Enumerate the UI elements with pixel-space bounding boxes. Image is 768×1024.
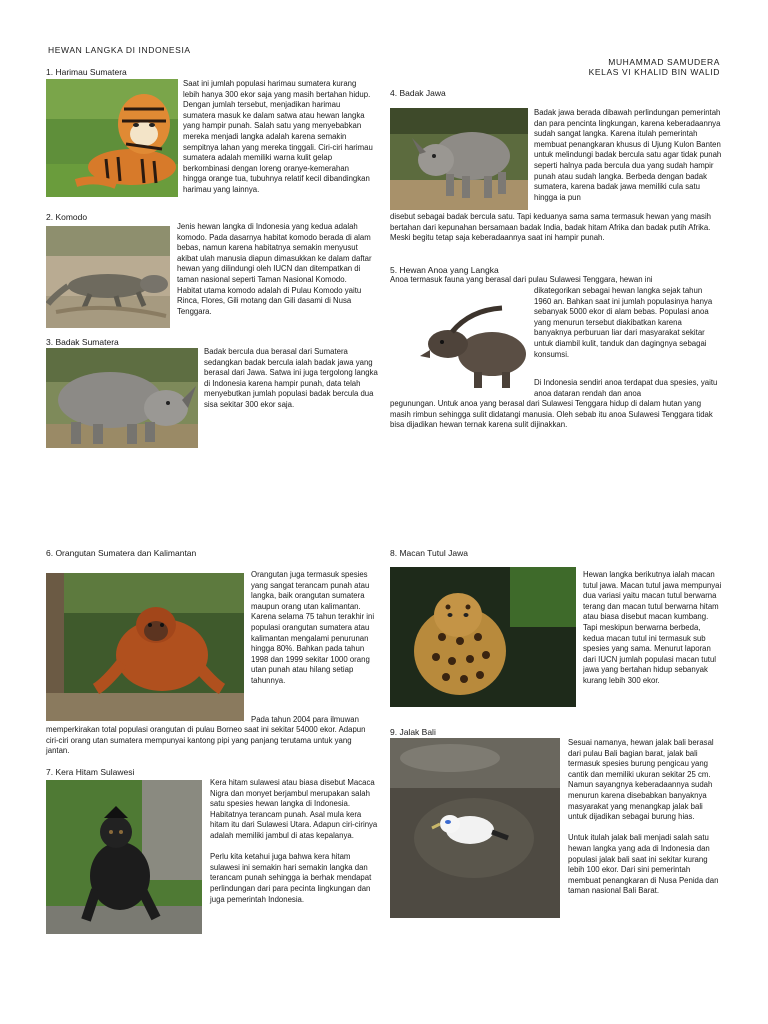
tiger-photo (46, 79, 178, 197)
javan-rhino-photo (390, 108, 528, 210)
komodo-photo (46, 226, 170, 328)
section-title-kera-hitam: 7. Kera Hitam Sulawesi (46, 767, 135, 777)
section-title-jalak-bali: 9. Jalak Bali (390, 727, 436, 737)
section-text-anoa-mid: dikategorikan sebagai hewan langka sejak tahun 1960 an. Bahkan saat ini jumlah populasinya hanya sebanyak 5000 ekor di alam bebas. Populasi anoa yang menurun tersebut diakibatkan karena banyaknya perburuan liar dari masyarakat sekitar untuk diambil kulit, tanduk dan dagingnya sebagai konsumsi. (534, 286, 713, 359)
section-text-badak-jawa-top: Badak jawa berada dibawah perlindungan pemerintah dan para pencinta lingkungan, karena keberadaannya sudah sangat langka. Karena itulah pemerintah membuat penangkaran khusus di Ujung Kulon Banten untuk melindungi badak bercula satu agar tidak punah seperti halnya pada bercula dua yang sudah hampir punah atau sudah langka. Berbeda dengan badak sumatera, karena badak jawa memiliki cula satu hingga ia pun (534, 108, 722, 202)
section-text-anoa-bottom: pegunungan. Untuk anoa yang berasal dari Sulawesi Tenggara hidup di dalam hutan yang masih rimbun sehingga sulit didatangi manusia. Oleh sebab itu anoa Sulawesi Tenggara tidak bisa dijadikan hewan ternak karena sulit dijinakkan. (390, 399, 713, 430)
section-text-macan-tutul: Hewan langka berikutnya ialah macan tutul jawa. Macan tutul jawa mempunyai dua variasi yaitu macan tutul berwarna terang dan macan tutul berwarna hitam atau biasa disebut macan kumbang. Tapi meskipun berwarna berbeda, kedua macan tutul ini termasuk sub spesies yang sama. Menurut laporan dari IUCN jumlah populasi macan tutul jawa yang bertahan hidup sebanyak kurang lebih 300 ekor. (583, 570, 722, 685)
jalak-bali-paragraph-1: Sesuai namanya, hewan jalak bali berasal dari pulau Bali bagian barat, jalak bali termasuk spesies burung pengicau yang cantik dan memiliki ukuran sekitar 25 cm. Namun sayangnya keberadaannya sudah menurun karena disebabkan banyaknya masyarakat yang menangkap jalak bali untuk dijadikan sebagai burung hias. (568, 738, 714, 822)
section-text-anoa-mid2: Di Indonesia sendiri anoa terdapat dua spesies, yaitu anoa dataran rendah dan anoa (534, 378, 718, 398)
orangutan-photo (46, 573, 244, 721)
section-text-orangutan-bottom: memperkirakan total populasi orangutan di pulau Borneo saat ini sekitar 54000 ekor. Adapun ciri-ciri orang utan sumatera mempunyai kantong pipi yang panjang terutama untuk yang jantan. (46, 725, 366, 756)
sumatran-rhino-photo (46, 348, 198, 448)
bali-starling-photo (390, 738, 560, 918)
section-text-badak-sumatera: Badak bercula dua berasal dari Sumatera sedangkan badak bercula ialah badak jawa yang berasal dari Jawa. Satwa ini juga tergolong langka di Indonesia karena hampir punah, data telah menyebutkan jumlah populasi badak bercula dua sisa sekitar 300 ekor saja. (204, 347, 378, 409)
kera-hitam-paragraph-2: Perlu kita ketahui juga bahwa kera hitam sulawesi ini semakin hari semakin langka dan terancam punah sehingga ia berhak mendapat perlindungan dari para pecinta lingkungan dan juga pemerintah Indonesia. (210, 852, 372, 904)
leopard-photo (390, 567, 576, 707)
section-text-orangutan-top: Orangutan juga termasuk spesies yang sangat terancam punah atau langka, baik orangutan sumatera maupun orang utan kalimantan. Karena selama 75 tahun terakhir ini populasi orangutan sumatera atau kalimantan mengalami penurunan hingga 80%. Bahkan pada tahun 1998 dan 1999 sekitar 1000 orang utan punah atau hilang setiap tahunnya. (251, 570, 375, 685)
section-text-jalak-bali (568, 738, 722, 897)
author-name: MUHAMMAD SAMUDERA (608, 57, 720, 67)
section-title-badak-sumatera: 3. Badak Sumatera (46, 337, 119, 347)
section-title-badak-jawa: 4. Badak Jawa (390, 88, 446, 98)
section-title-orangutan: 6. Orangutan Sumatera dan Kalimantan (46, 548, 197, 558)
author-class: KELAS VI KHALID BIN WALID (588, 67, 720, 77)
section-text-komodo: Jenis hewan langka di Indonesia yang kedua adalah komodo. Pada dasarnya habitat komodo berada di alam bebas, namun karena habitatnya semakin menyusut akibat ulah manusia diapun dimasukkan ke dalam daftar hewan yang dilindungi oleh IUCN dan ditempatkan di taman nasional seperti Taman Nasional Komodo. Habitat utama komodo adalah di Pulau Komodo yaitu Rinca, Flores, Gili motang dan Gili dasami di Nusa Tenggara. (177, 222, 372, 316)
section-title-anoa: 5. Hewan Anoa yang Langka (390, 265, 499, 275)
section-text-anoa-intro: Anoa termasuk fauna yang berasal dari pulau Sulawesi Tenggara, hewan ini (390, 275, 653, 284)
section-text-badak-jawa-bottom: disebut sebagai badak bercula satu. Tapi keduanya sama sama termasuk hewan yang masih bertahan dari kepunahan bersamaan badak India, badak hitam Afrika dan badak putih Afrika. Meski begitu tetap saja keberadaannya saat ini hampir punah. (390, 212, 712, 243)
section-title-harimau: 1. Harimau Sumatera (46, 67, 127, 77)
section-title-komodo: 2. Komodo (46, 212, 88, 222)
document-title: HEWAN LANGKA DI INDONESIA (48, 45, 191, 55)
kera-hitam-paragraph-1: Kera hitam sulawesi atau biasa disebut Macaca Nigra dan monyet berjambul merupakan salah satu spesies hewan langka di Indonesia. Habitatnya terancam punah. Asal mula kera hitam itu dari Sulawesi Utara. Adapun ciri-cirinya adalah memiliki jambul di atas kepalanya. (210, 778, 378, 840)
section-text-orangutan-mid: Pada tahun 2004 para ilmuwan (251, 715, 359, 724)
black-macaque-photo (46, 780, 202, 934)
section-title-macan-tutul: 8. Macan Tutul Jawa (390, 548, 468, 558)
jalak-bali-paragraph-2: Untuk itulah jalak bali menjadi salah satu hewan langka yang ada di Indonesia dan populasi jalak bali saat ini sekitar kurang lebih 100 ekor. Dari sini pemerintah membuat penangkaran di Nusa Penida dan taman nasional Bali Barat. (568, 833, 719, 896)
anoa-photo (412, 292, 528, 388)
section-text-harimau: Saat ini jumlah populasi harimau sumatera kurang lebih hanya 300 ekor saja yang masih bertahan hidup. Dengan jumlah tersebut, menjadikan harimau sumatera masuk ke dalam satwa atau hewan langka yang hampir punah. Salah satu yang menyebabkan mereka menjadi langka adalah karena semakin sempitnya lahan yang mereka tinggali. Ciri-ciri harimau sumatera adalah memiliki warna kulit gelap berkombinasi dengan loreng oranye-kemerahan hingga orange tua, tubuhnya relatif kecil dibandingkan harimau yang lainnya. (183, 79, 373, 194)
section-text-kera-hitam (210, 778, 378, 905)
